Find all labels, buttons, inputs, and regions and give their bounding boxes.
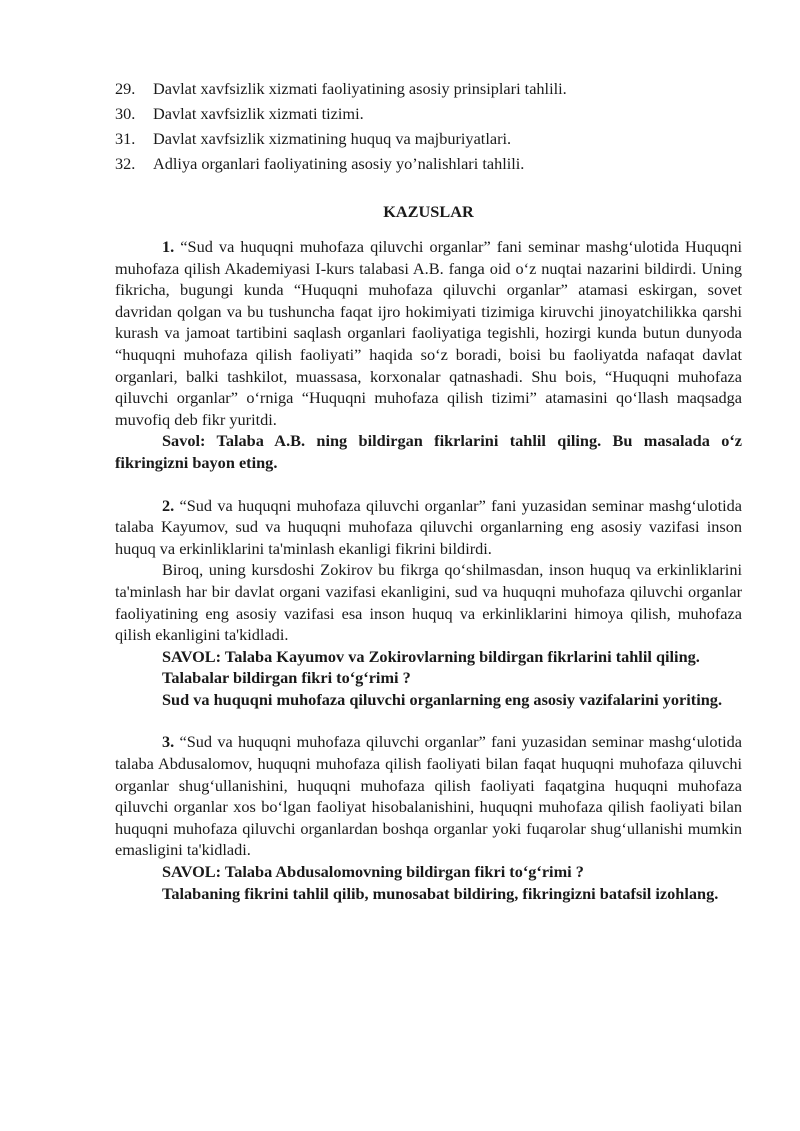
list-item (115, 101, 742, 126)
case-paragraph-2: Biroq, uning kursdoshi Zokirov bu fikrga qo‘shilmasdan, inson huquq va erkinliklarini ta'minlash har bir davlat organi vazifasi ekanligini, sud va huquqni muhofaza qiluvchi organlar faoliyatining eng asosiy vazifasi esa inson huquq va erkinliklarini himoya qilish, muhofaza qilish ekanligini ta'kidladi. (115, 560, 742, 645)
case-question: Talabalar bildirgan fikri to‘g‘rimi ? (162, 668, 411, 688)
case-question: SAVOL: Talaba Abdusalomovning bildirgan fikri to‘g‘rimi ? (162, 862, 584, 882)
case-question: SAVOL: Talaba Kayumov va Zokirovlarning bildirgan fikrlarini tahlil qiling. (162, 646, 700, 666)
section-heading: KAZUSLAR (383, 202, 474, 221)
list-item (115, 151, 742, 176)
list-item-text: Davlat xavfsizlik xizmatining huquq va majburiyatlari. (153, 129, 512, 148)
list-item-number: 30. (115, 104, 136, 123)
case-number: 2. (162, 495, 175, 515)
case-2 (115, 495, 742, 711)
list-item-text: Adliya organlari faoliyatining asosiy yo’nalishlari tahlili. (153, 154, 525, 173)
list-item (115, 76, 742, 101)
case-paragraph (115, 495, 742, 560)
list-item (115, 126, 742, 151)
case-number: 3. (162, 732, 175, 752)
case-text: “Sud va huquqni muhofaza qiluvchi organlar” fani seminar mashg‘ulotida Huquqni muhofaza qilish Akademiyasi I-kurs talabasi A.B. fanga oid o‘z nuqtai nazarini bildirdi. Uning fikricha, bugungi kunda “Huquqni muhofaza qiluvchi organlar” atamasi eskirgan, sovet davridan qolgan va bu tushuncha faqat ijro hokimiyati tizimiga kiruvchi jinoyatchilikka qarshi kurash va jamoat tartibini saqlash organlari faoliyatiga tegishli, hozirgi kunda butun dunyoda “huquqni muhofaza qilish faoliyati” haqida so‘z boradi, boisi bu faoliyatda nafaqat davlat organlari, balki tashkilot, muassasa, korxonalar qatnashadi. Shu bois, “Huquqni muhofaza qiluvchi organlar” o‘rniga “Huquqni muhofaza qilish tizimi” atamasini qo‘llash maqsadga muvofiq deb fikr yuritdi. (115, 237, 742, 429)
document-page (115, 76, 742, 925)
case-question: Savol: Talaba A.B. ning bildirgan fikrlarini tahlil qiling. Bu masalada o‘z fikringizni bayon eting. (115, 431, 742, 472)
list-item-number: 29. (115, 79, 136, 98)
case-paragraph (115, 731, 742, 861)
case-question: Talabaning fikrini tahlil qilib, munosabat bildiring, fikringizni batafsil izohlang. (162, 883, 719, 903)
case-number: 1. (162, 237, 175, 256)
case-question: Sud va huquqni muhofaza qiluvchi organlarning eng asosiy vazifalarini yoriting. (162, 689, 723, 709)
case-3 (115, 731, 742, 904)
list-item-number: 32. (115, 154, 136, 173)
case-text: “Sud va huquqni muhofaza qiluvchi organlar” fani yuzasidan seminar mashg‘ulotida talaba Abdusalomov, huquqni muhofaza qilish faoliyati bilan faqat huquqni muhofaza qiluvchi organlar shug‘ullanishini, huquqni muhofaza qilish faoliyati faqatgina huquqni muhofaza qiluvchi organlar xos bo‘lgan faoliyat hisobalanishini, huquqni muhofaza qilish faoliyati bilan huquqni muhofaza qiluvchi organlardan boshqa organlar yoki fuqarolar shug‘ullanishi mumkin emasligini ta'kidladi. (115, 732, 742, 860)
list-item-text: Davlat xavfsizlik xizmati tizimi. (153, 104, 364, 123)
case-1 (115, 236, 742, 474)
case-paragraph (115, 236, 742, 430)
topic-list (115, 76, 742, 176)
list-item-text: Davlat xavfsizlik xizmati faoliyatining asosiy prinsiplari tahlili. (153, 79, 567, 98)
list-item-number: 31. (115, 129, 136, 148)
case-text: “Sud va huquqni muhofaza qiluvchi organlar” fani yuzasidan seminar mashg‘ulotida talaba Kayumov, sud va huquqni muhofaza qiluvchi organlarning eng asosiy vazifasi inson huquq va erkinliklarini ta'minlash ekanligi fikrini bildirdi. (115, 495, 742, 558)
